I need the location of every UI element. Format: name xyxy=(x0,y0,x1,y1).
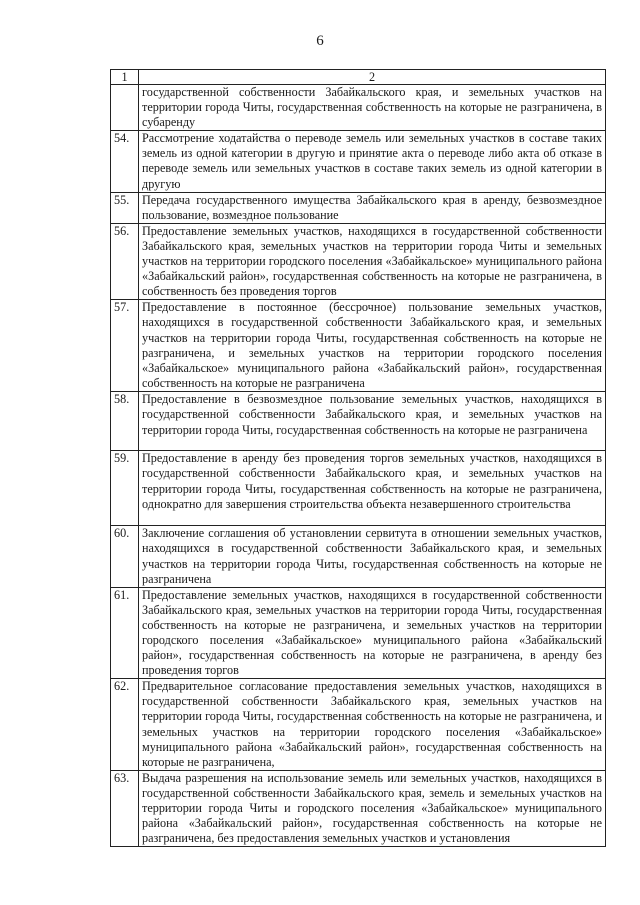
row-number-cell: 58. xyxy=(111,392,139,451)
services-table xyxy=(110,69,606,847)
row-text-cell: Заключение соглашения об установлении сервитута в отношении земельных участков, находящихся в государственной собственности Забайкальского края, и земельных участков на территории города Читы, государственная собственность на которые не разграничена xyxy=(139,526,606,587)
header-col-number: 1 xyxy=(111,70,139,85)
table-row xyxy=(111,300,606,392)
row-text-cell: государственной собственности Забайкальского края, и земельных участков на территории города Читы, государственная собственность на которые не разграничена, в субаренду xyxy=(139,85,606,131)
table-row xyxy=(111,131,606,192)
row-number-cell: 59. xyxy=(111,451,139,526)
row-text-cell: Предоставление в постоянное (бессрочное) пользование земельных участков, находящихся в государственной собственности Забайкальского края, и земельных участков на территории города Читы, государственная собственность на которые не разграничена, и земельных участков на территории городского поселения «Забайкальское» муниципального района «Забайкальский район», государственная собственность на которые не разграничена xyxy=(139,300,606,392)
row-number-cell: 55. xyxy=(111,192,139,223)
table-row xyxy=(111,192,606,223)
page-number: 6 xyxy=(316,33,324,49)
row-text-cell: Передача государственного имущества Забайкальского края в аренду, безвозмездное пользование, возмездное пользование xyxy=(139,192,606,223)
table-row xyxy=(111,679,606,771)
table-row xyxy=(111,392,606,451)
row-text-cell: Предоставление в безвозмездное пользование земельных участков, находящихся в государственной собственности Забайкальского края, и земельных участков на территории города Читы, государственная собственность на которые не разграничена xyxy=(139,392,606,451)
table-row xyxy=(111,587,606,679)
table-row-continuation xyxy=(111,85,606,131)
row-text-cell: Предварительное согласование предоставления земельных участков, находящихся в государственной собственности Забайкальского края, земельных участков на территории города Читы, государственная собственность на которые не разграничена, и земельных участков на территории городского поселения «Забайкальское» муниципального района «Забайкальский район», государственная собственность на которые не разграничена, xyxy=(139,679,606,771)
row-text-cell: Выдача разрешения на использование земель или земельных участков, находящихся в государственной собственности Забайкальского края, земель и земельных участков на территории города Читы и городского поселения «Забайкальское» муниципального района «Забайкальский район», государственная собственность на которые не разграничена, без предоставления земельных участков и установления xyxy=(139,770,606,846)
header-col-service: 2 xyxy=(139,70,606,85)
row-number-cell: 54. xyxy=(111,131,139,192)
row-text-cell: Предоставление земельных участков, находящихся в государственной собственности Забайкальского края, земельных участков на территории города Читы и земельных участков на территории городского поселения «Забайкальское» муниципального района «Забайкальский район», государственная собственность на которые не разграничена, в собственность без проведения торгов xyxy=(139,223,606,299)
table-row xyxy=(111,451,606,526)
row-text-cell: Предоставление земельных участков, находящихся в государственной собственности Забайкальского края, земельных участков на территории города Читы, государственная собственность на которые не разграничена, и земельных участков на территории городского поселения «Забайкальское» муниципального района «Забайкальский район», государственная собственность на которые не разграничена, в аренду без проведения торгов xyxy=(139,587,606,679)
table-row xyxy=(111,770,606,846)
row-text-cell: Рассмотрение ходатайства о переводе земель или земельных участков в составе таких земель из одной категории в другую и принятие акта о переводе либо акта об отказе в переводе земель или земельных участков в составе таких земель из одной категории в другую xyxy=(139,131,606,192)
row-number-cell: 63. xyxy=(111,770,139,846)
row-text-cell: Предоставление в аренду без проведения торгов земельных участков, находящихся в государственной собственности Забайкальского края, и земельных участков на территории города Читы, государственная собственность на которые не разграничена, однократно для завершения строительства объекта незавершенного строительства xyxy=(139,451,606,526)
table-row xyxy=(111,223,606,299)
table-header-row xyxy=(111,70,606,85)
row-number-cell: 57. xyxy=(111,300,139,392)
row-number-cell: 61. xyxy=(111,587,139,679)
row-number-cell xyxy=(111,85,139,131)
row-number-cell: 62. xyxy=(111,679,139,771)
table-row xyxy=(111,526,606,587)
row-number-cell: 56. xyxy=(111,223,139,299)
row-number-cell: 60. xyxy=(111,526,139,587)
